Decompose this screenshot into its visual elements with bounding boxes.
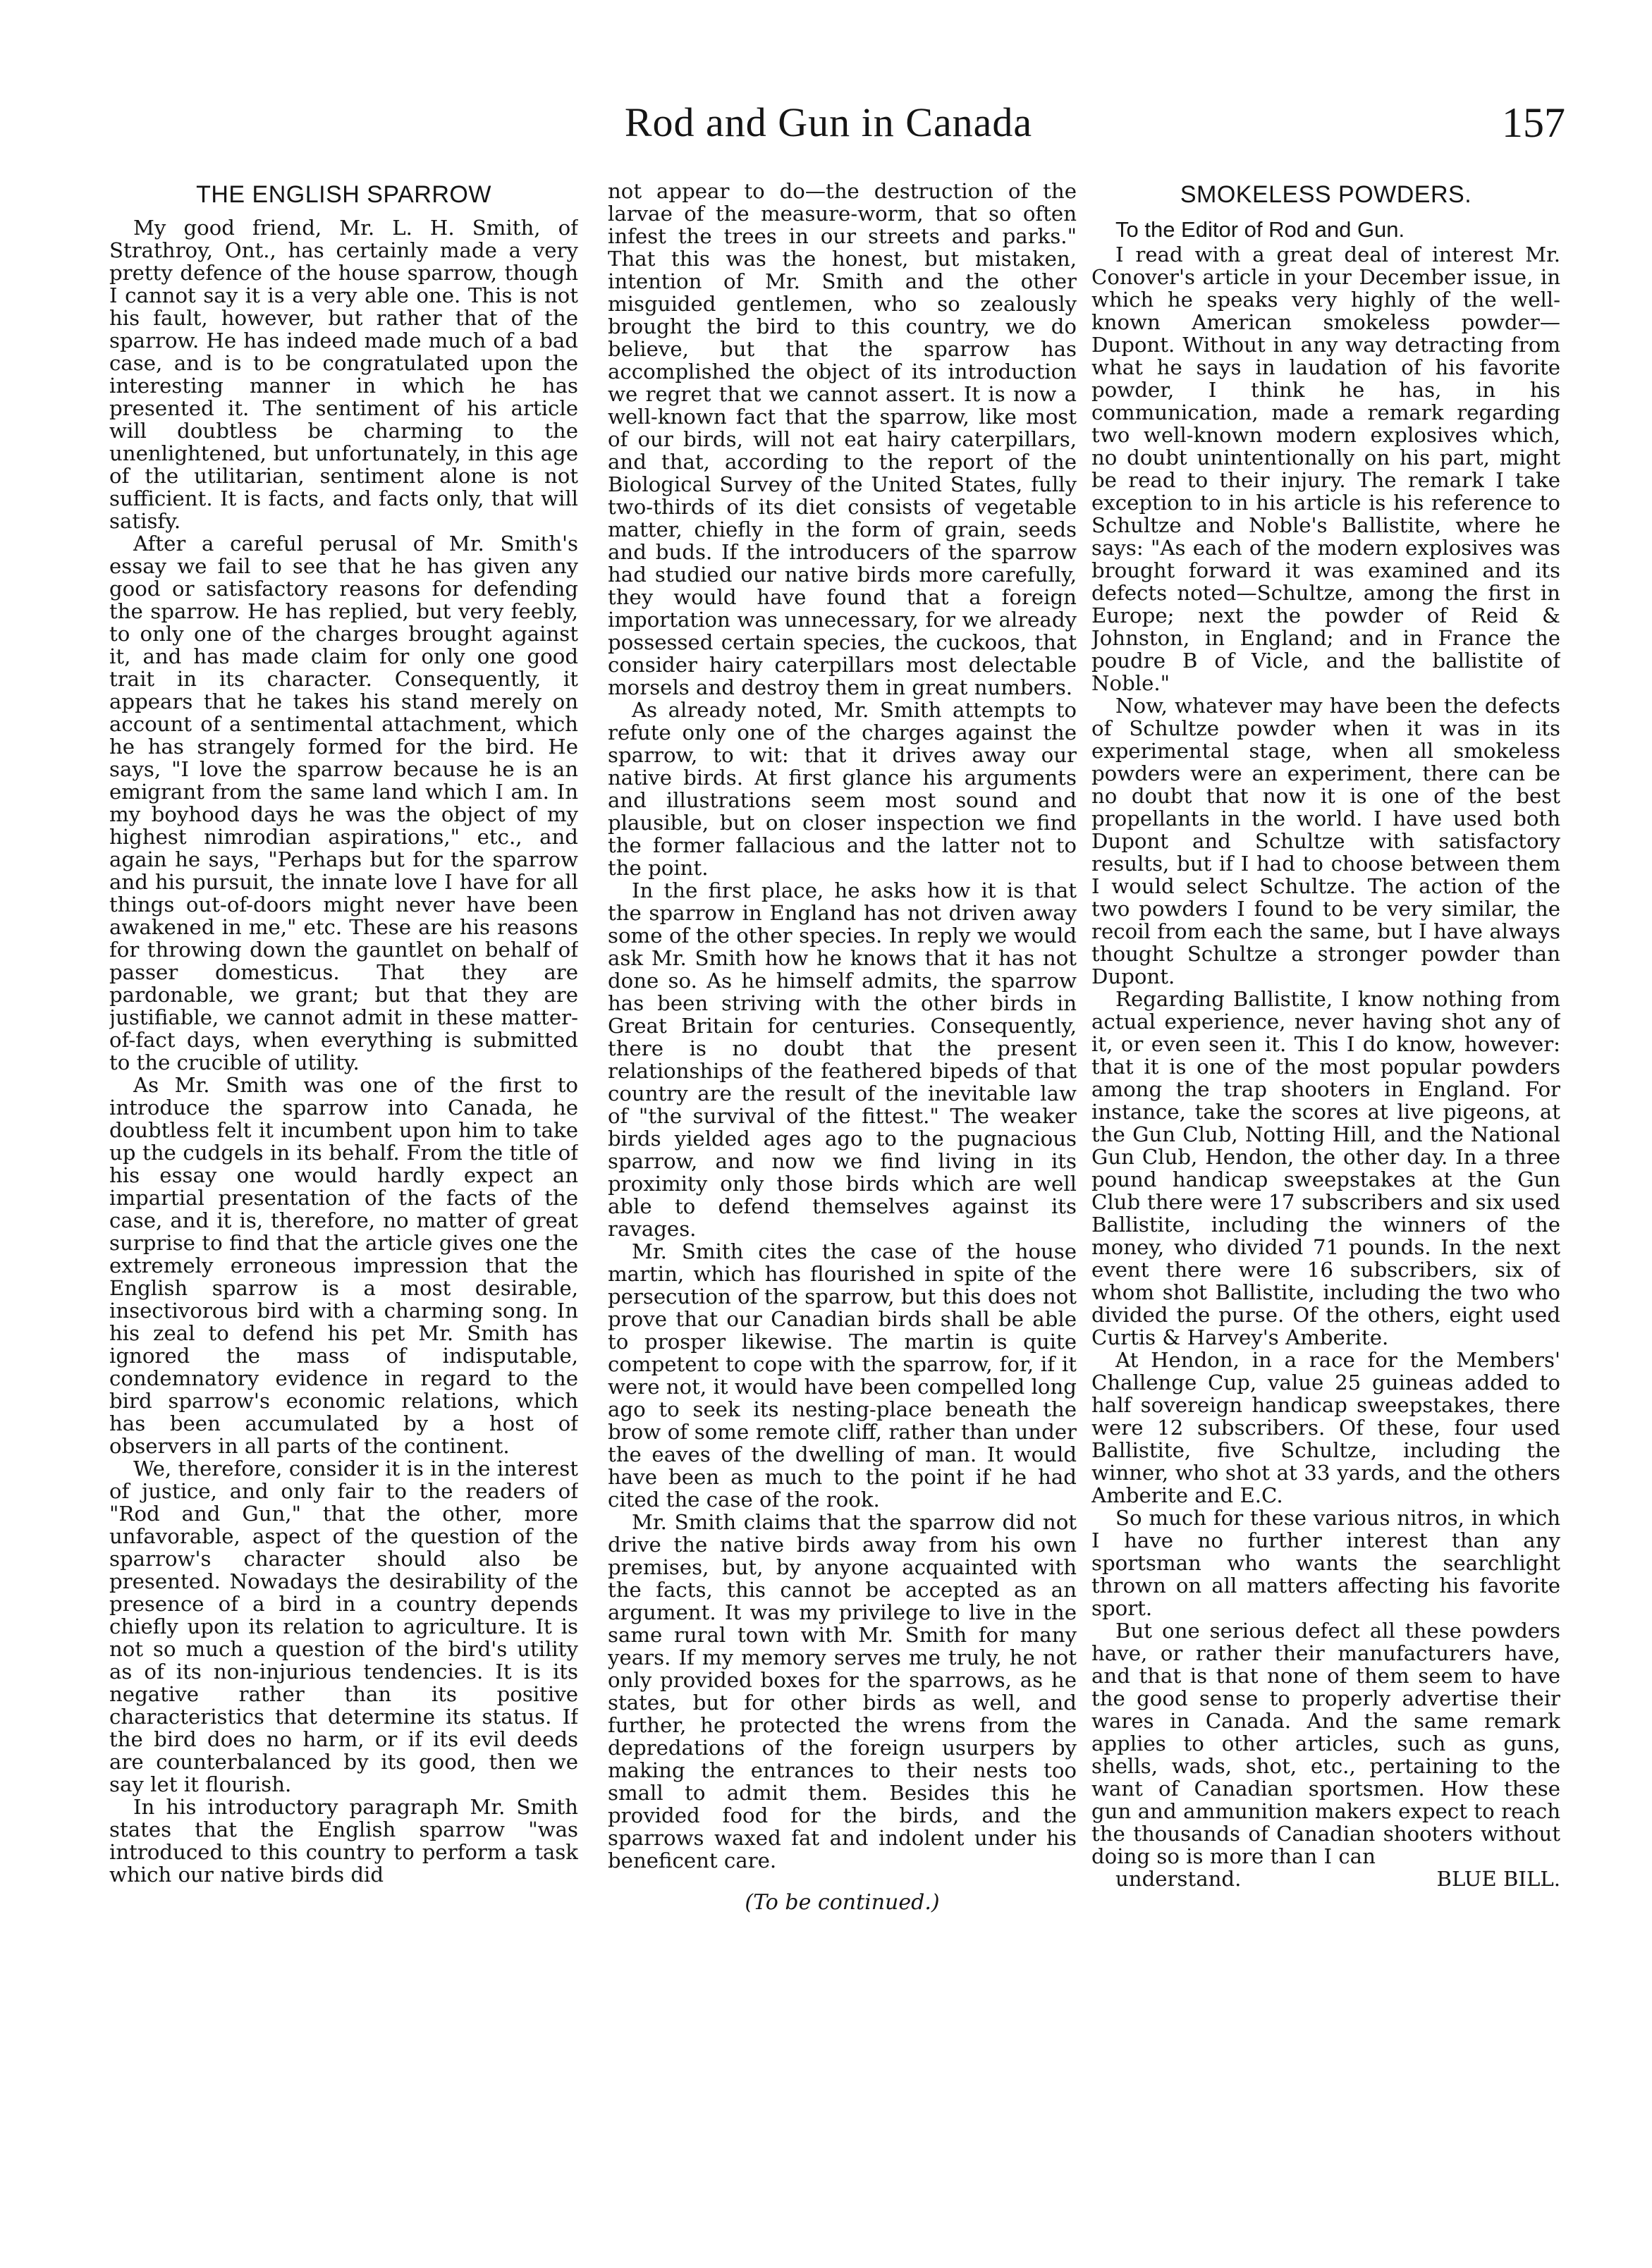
powders-paragraph: But one serious defect all these powders have, or rather their manufacturers have, and that is that none of them seem to have the good sense to properly advertise their wares in Canada. And the same remark applies to other articles, such as guns, shells, wads, shot, etc., pertaining to the want of Canadian sportsmen. How these gun and ammunition makers expect to reach the thousands of Canadian shooters without doing so is more than I can bbox=[1091, 1619, 1560, 1868]
letter-signoff bbox=[1091, 1868, 1560, 1890]
sparrow-paragraph: As Mr. Smith was one of the first to introduce the sparrow into Canada, he doubtless felt it incumbent upon him to take up the cudgels in its behalf. From the title of his essay one would hardly expect an impartial presentation of the facts of the case, and it is, therefore, no matter of great surprise to find that the article gives one the extremely erroneous impression that the English sparrow is a most desirable, insectivorous bird with a charming song. In his zeal to defend his pet Mr. Smith has ignored the mass of indisputable, condemnatory evidence in regard to the bird sparrow's economic relations, which has been accumulated by a host of observers in all parts of the continent. bbox=[109, 1073, 578, 1458]
powders-paragraph: Regarding Ballistite, I know nothing from actual experience, never having shot any of it, or even seen it. This I do know, however: that it is one of the most popular powders among the trap shooters in England. For instance, take the scores at live pigeons, at the Gun Club, Notting Hill, and the National Gun Club, Hendon, the other day. In a three pound handicap sweepstakes at the Gun Club there were 17 subscribers and six used Ballistite, including the winners of the money, who divided 71 pounds. In the next event there were 16 subscribers, six of whom shot Ballistite, including the two who divided the purse. Of the others, eight used Curtis & Harvey's Amberite. bbox=[1091, 987, 1560, 1349]
powders-paragraph: So much for these various nitros, in which I have no further interest than any sportsman who wants the searchlight thrown on all matters affecting his favorite sport. bbox=[1091, 1506, 1560, 1620]
powders-paragraph: I read with a great deal of interest Mr. Conover's article in your December issue, in which he speaks very highly of the well-known American smokeless powder—Dupont. Without in any way detracting from what he says in laudation of his favorite powder, I think he has, in his communication, made a remark regarding two well-known modern explosives which, no doubt unintentionally on his part, might be read to their injury. The remark I take exception to in his article is his reference to Schultze and Noble's Ballistite, where he says: "As each of the modern explosives was brought forward it was examined and its defects noted—Schultze, among the first in Europe; next the powder of Reid & Johnston, in England; and in France the poudre B of Vicle, and the ballistite of Noble." bbox=[1091, 243, 1560, 695]
sparrow-paragraph: As already noted, Mr. Smith attempts to refute only one of the charges against the sparrow, to wit: that it drives away our native birds. At first glance his arguments and illustrations seem most sound and plausible, but on closer inspection we find the former fallacious and the latter not to the point. bbox=[608, 698, 1077, 880]
sparrow-paragraph: In his introductory paragraph Mr. Smith states that the English sparrow "was introduced to this country to perform a task which our native birds did bbox=[109, 1795, 578, 1887]
sparrow-paragraph: Mr. Smith claims that the sparrow did not drive the native birds away from his own premises, but, by anyone acquainted with the facts, this cannot be accepted as an argument. It was my privilege to live in the same rural town with Mr. Smith for many years. If my memory serves me truly, he not only provided boxes for the sparrows, as he states, but for other birds as well, and further, he protected the wrens from the depredations of the foreign usurpers by making the entrances to their nests too small to admit them. Besides this he provided food for the birds, and the sparrows waxed fat and indolent under his beneficent care. bbox=[608, 1510, 1077, 1872]
sparrow-paragraph-continuation: not appear to do—the destruction of the larvae of the measure-worm, that so often infest the trees in our streets and parks." That this was the honest, but mistaken, intention of Mr. Smith and the other misguided gentlemen, who so zealously brought the bird to this country, we do believe, but that the sparrow has accomplished the object of its introduction we regret that we cannot assert. It is now a well-known fact that the sparrow, like most of our birds, will not eat hairy caterpillars, and that, according to the report of the Biological Survey of the United States, fully two-thirds of its diet consists of vegetable matter, chiefly in the form of grain, seeds and buds. If the introducers of the sparrow had studied our native birds more carefully, they would have found that a foreign importation was unnecessary, for we already possessed certain species, the cuckoos, that consider hairy caterpillars most delectable morsels and destroy them in great numbers. bbox=[608, 180, 1077, 699]
powders-paragraph: Now, whatever may have been the defects of Schultze powder when it was in its experimental stage, when all smokeless powders were an experiment, there can be no doubt that now it is one of the best propellants in the world. I have used both Dupont and Schultze with satisfactory results, but if I had to choose between them I would select Schultze. The action of the two powders I found to be very similar, the recoil from each the same, but I have always thought Schultze a stronger powder than Dupont. bbox=[1091, 694, 1560, 988]
sparrow-paragraph: In the first place, he asks how it is that the sparrow in England has not driven away some of the other species. In reply we would ask Mr. Smith how he knows that it has not done so. As he himself admits, the sparrow has been striving with the other birds in Great Britain for centuries. Consequently, there is no doubt that the present relationships of the feathered bipeds of that country are the result of the inevitable law of "the survival of the fittest." The weaker birds yielded ages ago to the pugnacious sparrow, and now we find living in its proximity only those birds which are well able to defend themselves against its ravages. bbox=[608, 878, 1077, 1241]
running-head bbox=[0, 99, 1652, 176]
sparrow-article-title: THE ENGLISH SPARROW bbox=[196, 181, 491, 208]
closing-word: understand. bbox=[1115, 1867, 1242, 1891]
sparrow-paragraph: After a careful perusal of Mr. Smith's essay we fail to see that he has given any good or satisfactory reasons for defending the sparrow. He has replied, but very feebly, to only one of the charges brought against it, and has made claim for only one good trait in its character. Consequently, it appears that he takes his stand merely on account of a sentimental attachment, which he has strangely formed for the bird. He says, "I love the sparrow because he is an emigrant from the same land which I am. In my boyhood days he was the object of my highest nimrodian aspirations," etc., and again he says, "Perhaps but for the sparrow and his pursuit, the innate love I have for all things out-of-doors might never have been awakened in me," etc. These are his reasons for throwing down the gauntlet on behalf of passer domesticus. That they are pardonable, we grant; but that they are justifiable, we cannot admit in these matter-of-fact days, when everything is submitted to the crucible of utility. bbox=[109, 532, 578, 1074]
page-number: 157 bbox=[1502, 99, 1565, 146]
column-right bbox=[1091, 180, 1560, 2097]
sparrow-paragraph: Mr. Smith cites the case of the house martin, which has flourished in spite of the persecution of the sparrow, but this does not prove that our Canadian birds shall be able to prosper likewise. The martin is quite competent to cope with the sparrow, for, if it were not, it would have been compelled long ago to seek its nesting-place beneath the brow of some remote cliff, rather than under the eaves of the dwelling of man. It would have been as much to the point if he had cited the case of the rook. bbox=[608, 1239, 1077, 1512]
journal-title: Rod and Gun in Canada bbox=[624, 99, 1033, 145]
column-middle bbox=[608, 180, 1077, 2097]
letter-salutation: To the Editor of Rod and Gun. bbox=[1115, 217, 1405, 242]
sparrow-paragraph: My good friend, Mr. L. H. Smith, of Strathroy, Ont., has certainly made a very pretty defence of the house sparrow, though I cannot say it is a very able one. This is not his fault, however, but rather that of the sparrow. He has indeed made much of a bad case, and is to be congratulated upon the interesting manner in which he has presented it. The sentiment of his article will doubtless be charming to the unenlightened, but unfortunately, in this age of the utilitarian, sentiment alone is not sufficient. It is facts, and facts only, that will satisfy. bbox=[109, 216, 578, 533]
author-signature: BLUE BILL. bbox=[1436, 1867, 1560, 1891]
sparrow-paragraph: We, therefore, consider it is in the interest of justice, and only fair to the readers of "Rod and Gun," that the other, more unfavorable, aspect of the question of the sparrow's character should also be presented. Nowadays the desirability of the presence of a bird in a country depends chiefly upon its relation to agriculture. It is not so much a question of the bird's utility as of its non-injurious tendencies. It is its negative rather than its positive characteristics that determine its status. If the bird does no harm, or if its evil deeds are counterbalanced by its good, then we say let it flourish. bbox=[109, 1457, 578, 1796]
powders-paragraph: At Hendon, in a race for the Members' Challenge Cup, value 25 guineas added to half sovereign handicap sweepstakes, there were 12 subscribers. Of these, four used Ballistite, five Schultze, including the winner, who shot at 33 yards, and the others Amberite and E.C. bbox=[1091, 1348, 1560, 1507]
to-be-continued-note: (To be continued.) bbox=[745, 1890, 940, 1915]
powders-article-title: SMOKELESS POWDERS. bbox=[1180, 181, 1472, 208]
column-left bbox=[109, 180, 578, 2097]
